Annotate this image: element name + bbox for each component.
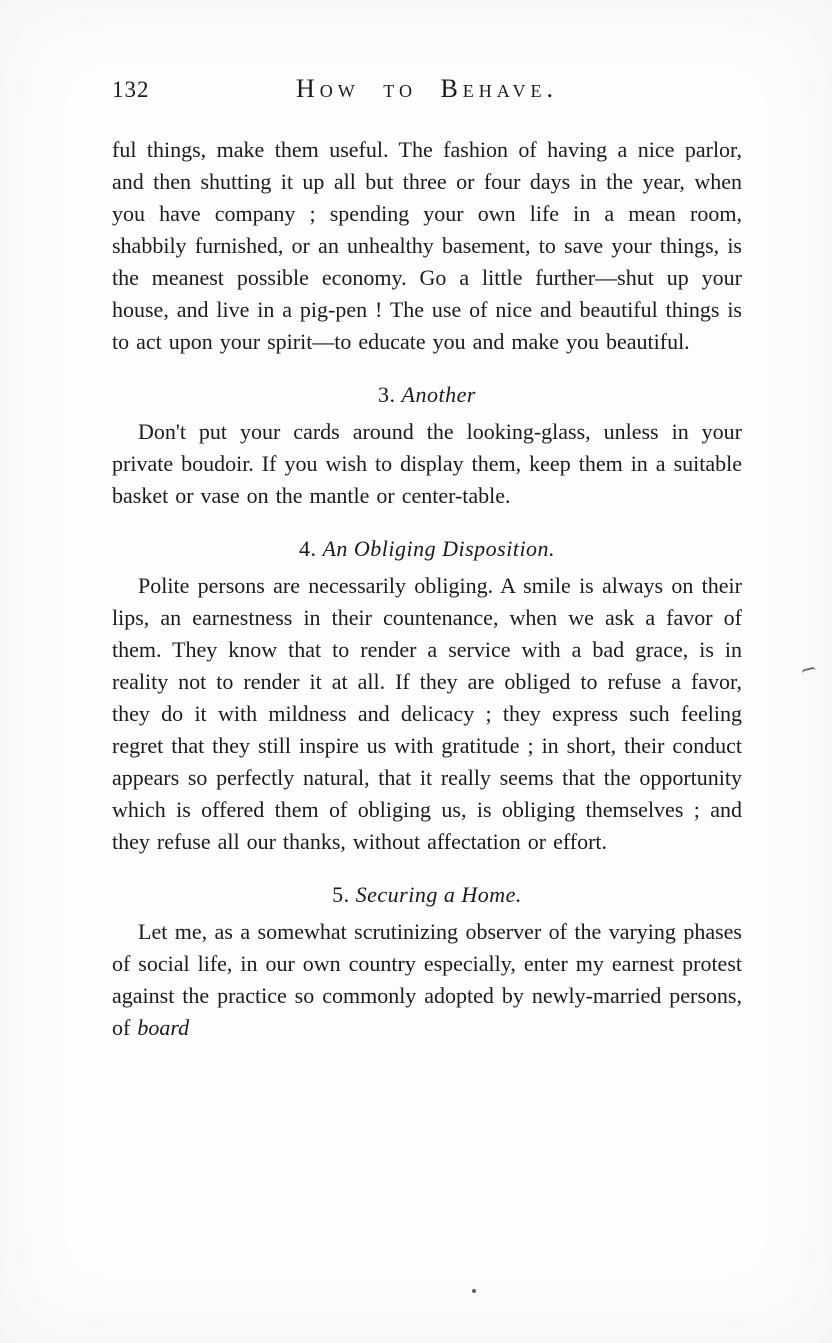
page-body — [112, 134, 742, 1044]
paragraph-section-3: Don't put your cards around the looking-glass, unless in your private boudoir. If you wish to display them, keep them in a suitable basket or vase on the mantle or center-table. — [112, 419, 742, 508]
section-title: Securing a Home. — [355, 882, 522, 907]
page-header — [112, 74, 742, 108]
paragraph-section-5 — [112, 916, 742, 1044]
section-heading-4 — [112, 533, 742, 565]
running-title: How to Behave. — [296, 74, 558, 103]
catchword-italic: board — [137, 1015, 190, 1040]
paragraph-section-4: Polite persons are necessarily obliging. A smile is always on their lips, an earnestness in their countenance, when we ask a favor of them. They know that to render a service with a bad grace, is in reality not to render it at all. If they are obliged to refuse a favor, they do it with mildness and delicacy ; they express such feeling regret that they still inspire us with gratitude ; in short, their conduct appears so perfectly natural, that it really seems that the opportunity which is offered them of obliging us, is obliging themselves ; and they refuse all our thanks, without affectation or effort. — [112, 573, 742, 854]
section-title: Another — [401, 382, 476, 407]
section-title: An Obliging Disposition. — [322, 536, 556, 561]
page-number: 132 — [112, 77, 150, 102]
section-number: 4. — [298, 536, 317, 561]
paragraph-continuation: ful things, make them useful. The fashion of having a nice parlor, and then shutting it up all but three or four days in the year, when you have company ; spending your own life in a mean room, shabbily furnished, or an unhealthy basement, to save your things, is the meanest possible economy. Go a little further—shut up your house, and live in a pig-pen ! The use of nice and beautiful things is to act upon your spirit—to educate you and make you beautiful. — [112, 137, 742, 354]
section-number: 3. — [378, 382, 396, 407]
paragraph-text: Let me, as a somewhat scrutinizing observer of the varying phases of social life, in our own country especially, enter my earnest protest against the practice so commonly adopted by newly-married persons, of — [112, 919, 742, 1040]
scan-artifact-dot — [472, 1289, 476, 1293]
section-heading-3 — [112, 379, 742, 411]
section-number: 5. — [332, 882, 350, 907]
scan-artifact-mark — [801, 666, 817, 677]
section-heading-5 — [112, 879, 742, 911]
